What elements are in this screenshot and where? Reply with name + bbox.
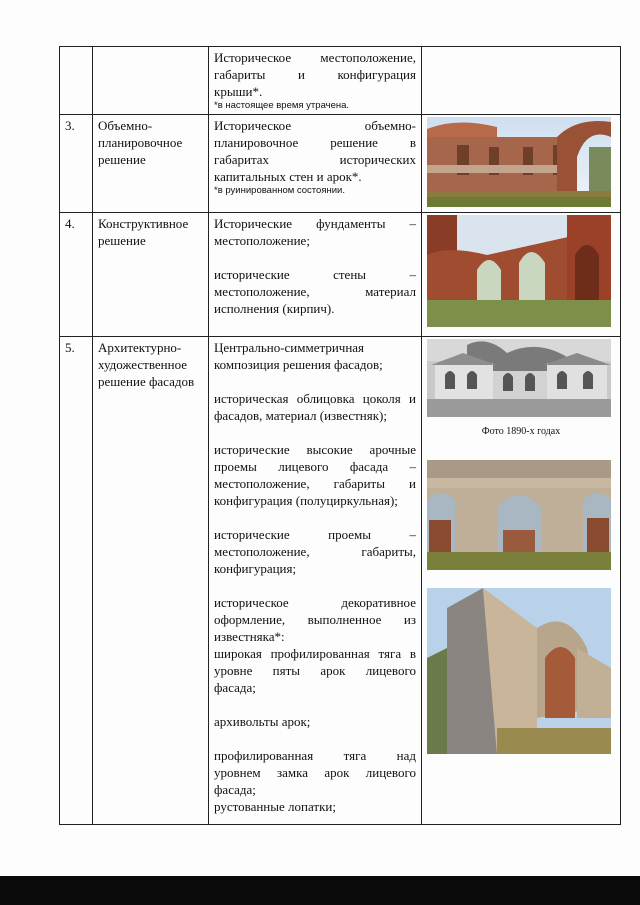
monuments-table <box>59 46 621 825</box>
name-line: решение <box>98 152 146 167</box>
row-number-cell: 3. <box>60 115 93 213</box>
desc-line: профилированная тяга над <box>214 748 416 763</box>
row-image-cell <box>422 47 621 115</box>
desc-line: крыши*. <box>214 84 263 99</box>
desc-line: Исторические фундаменты – <box>214 216 416 231</box>
desc-line: исторические проемы – <box>214 527 416 542</box>
desc-line: исторические высокие арочные <box>214 442 416 457</box>
name-line: решение <box>98 233 146 248</box>
desc-line: местоположение, габариты, <box>214 544 416 559</box>
desc-line: уровнем замка арок лицевого <box>214 765 416 780</box>
row-image-cell <box>422 213 621 337</box>
name-line: решение фасадов <box>98 374 195 389</box>
desc-line: исторические стены – <box>214 267 416 282</box>
desc-line: историческая облицовка цоколя и <box>214 391 416 406</box>
row-name-cell <box>93 115 209 213</box>
row-image-cell <box>422 337 621 825</box>
brick-arches-photo <box>427 215 611 327</box>
desc-line: уровне пяты арок лицевого <box>214 663 416 678</box>
row-number-cell: 5. <box>60 337 93 825</box>
desc-line: исполнения (кирпич). <box>214 301 335 316</box>
desc-line: габариты и конфигурация <box>214 67 416 82</box>
name-line: Конструктивное <box>98 216 189 231</box>
row-description-cell <box>209 47 422 115</box>
arcade-corner-photo <box>427 588 611 754</box>
desc-line: фасадов, материал (известняк); <box>214 408 387 423</box>
row-image-cell <box>422 115 621 213</box>
desc-line: фасада; <box>214 782 256 797</box>
desc-line: проемы лицевого фасада – <box>214 459 416 474</box>
desc-line: известняка*: <box>214 629 285 644</box>
desc-line: рустованные лопатки; <box>214 799 336 814</box>
desc-line: конфигурация; <box>214 561 297 576</box>
table-row <box>60 213 621 337</box>
ruin-interior-photo <box>427 117 611 207</box>
row-number-cell <box>60 47 93 115</box>
desc-line: архивольты арок; <box>214 714 311 729</box>
desc-line: местоположение, материал <box>214 284 416 299</box>
footnote: *в руинированном состоянии. <box>214 185 345 196</box>
desc-line: Историческое местоположение, <box>214 50 416 65</box>
desc-line: фасада; <box>214 680 256 695</box>
row-number-cell: 4. <box>60 213 93 337</box>
desc-line: габаритах исторических <box>214 152 416 167</box>
desc-line: композиция решения фасадов; <box>214 357 383 372</box>
desc-line: местоположение, габариты и <box>214 476 416 491</box>
footnote: *в настоящее время утрачена. <box>214 100 350 111</box>
desc-line: капитальных стен и арок*. <box>214 169 362 184</box>
scan-bottom-edge <box>0 876 640 905</box>
desc-line: планировочное решение в <box>214 135 416 150</box>
row-description-cell <box>209 213 422 337</box>
table-row <box>60 115 621 213</box>
desc-line: Историческое объемно- <box>214 118 416 133</box>
row-name-cell <box>93 213 209 337</box>
name-line: Объемно- <box>98 118 153 133</box>
name-line: планировочное <box>98 135 183 150</box>
name-line: Архитектурно- <box>98 340 182 355</box>
name-line: художественное <box>98 357 188 372</box>
desc-line: конфигурация (полуциркульная); <box>214 493 398 508</box>
historic-bw-photo <box>427 339 611 417</box>
desc-line: широкая профилированная тяга в <box>214 646 416 661</box>
desc-line: местоположение; <box>214 233 310 248</box>
desc-line: историческое декоративное <box>214 595 416 610</box>
row-description-cell <box>209 115 422 213</box>
desc-line: Центрально-симметричная <box>214 340 365 355</box>
row-description-cell <box>209 337 422 825</box>
table-row <box>60 47 621 115</box>
row-name-cell <box>93 47 209 115</box>
desc-line: оформление, выполненное из <box>214 612 416 627</box>
table-row <box>60 337 621 825</box>
arcade-facade-photo <box>427 460 611 570</box>
photo-caption: Фото 1890-х годах <box>481 426 561 437</box>
row-name-cell <box>93 337 209 825</box>
